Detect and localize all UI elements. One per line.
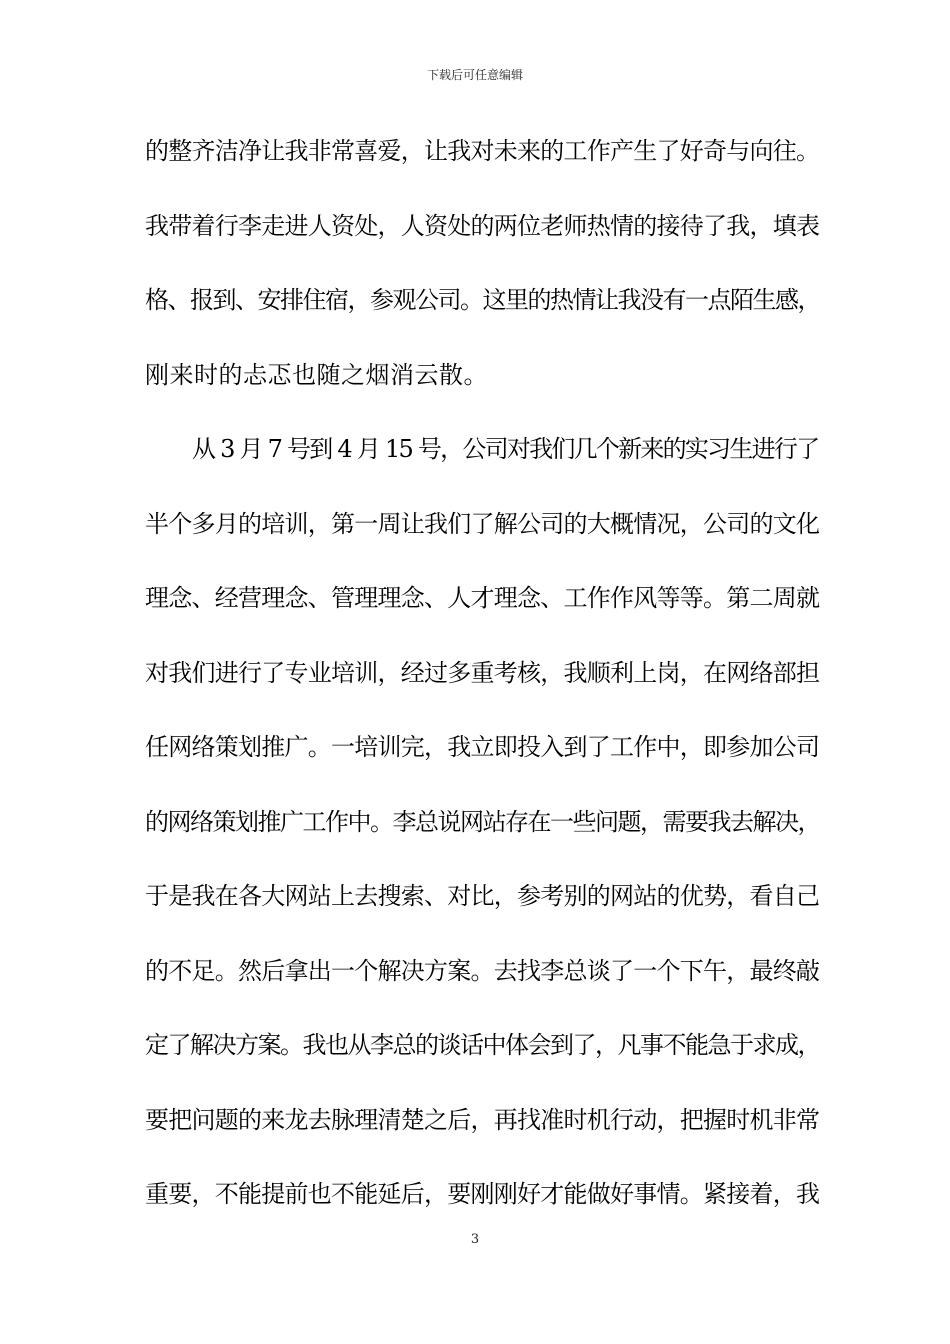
- text-line: 半个多月的培训，第一周让我们了解公司的大概情况，公司的文化: [145, 509, 820, 538]
- text-line: 要把问题的来龙去脉理清楚之后，再找准时机行动，把握时机非常: [145, 1105, 820, 1134]
- text-line: 刚来时的忐忑也随之烟消云散。: [145, 360, 488, 389]
- text-line: 任网络策划推广。一培训完，我立即投入到了工作中，即参加公司: [145, 733, 820, 761]
- body-text: [145, 131, 825, 1249]
- paragraph-start-line: 从 3 月 7 号到 4 月 15 号，公司对我们几个新来的实习生进行了: [192, 435, 819, 463]
- text-line: 对我们进行了专业培训，经过多重考核，我顺利上岗，在网络部担: [145, 658, 820, 687]
- text-line: 定了解决方案。我也从李总的谈话中体会到了，凡事不能急于求成，: [145, 1031, 820, 1059]
- page-header: 下载后可任意编辑: [426, 68, 523, 82]
- text-line: 重要，不能提前也不能延后，要刚刚好才能做好事情。紧接着，我: [145, 1180, 820, 1208]
- text-line: 的整齐洁净让我非常喜爱，让我对未来的工作产生了好奇与向往。: [145, 137, 820, 165]
- text-line: 于是我在各大网站上去搜索、对比，参考别的网站的优势，看自己: [145, 882, 820, 910]
- text-line: 的不足。然后拿出一个解决方案。去找李总谈了一个下午，最终敲: [145, 956, 820, 985]
- text-line: 理念、经营理念、管理理念、人才理念、工作作风等等。第二周就: [145, 584, 820, 612]
- text-line: 的网络策划推广工作中。李总说网站存在一些问题，需要我去解决，: [145, 807, 820, 836]
- text-line: 格、报到、安排住宿，参观公司。这里的热情让我没有一点陌生感，: [145, 286, 820, 314]
- text-line: 我带着行李走进人资处，人资处的两位老师热情的接待了我，填表: [145, 211, 820, 240]
- page-number: 3: [470, 1232, 480, 1247]
